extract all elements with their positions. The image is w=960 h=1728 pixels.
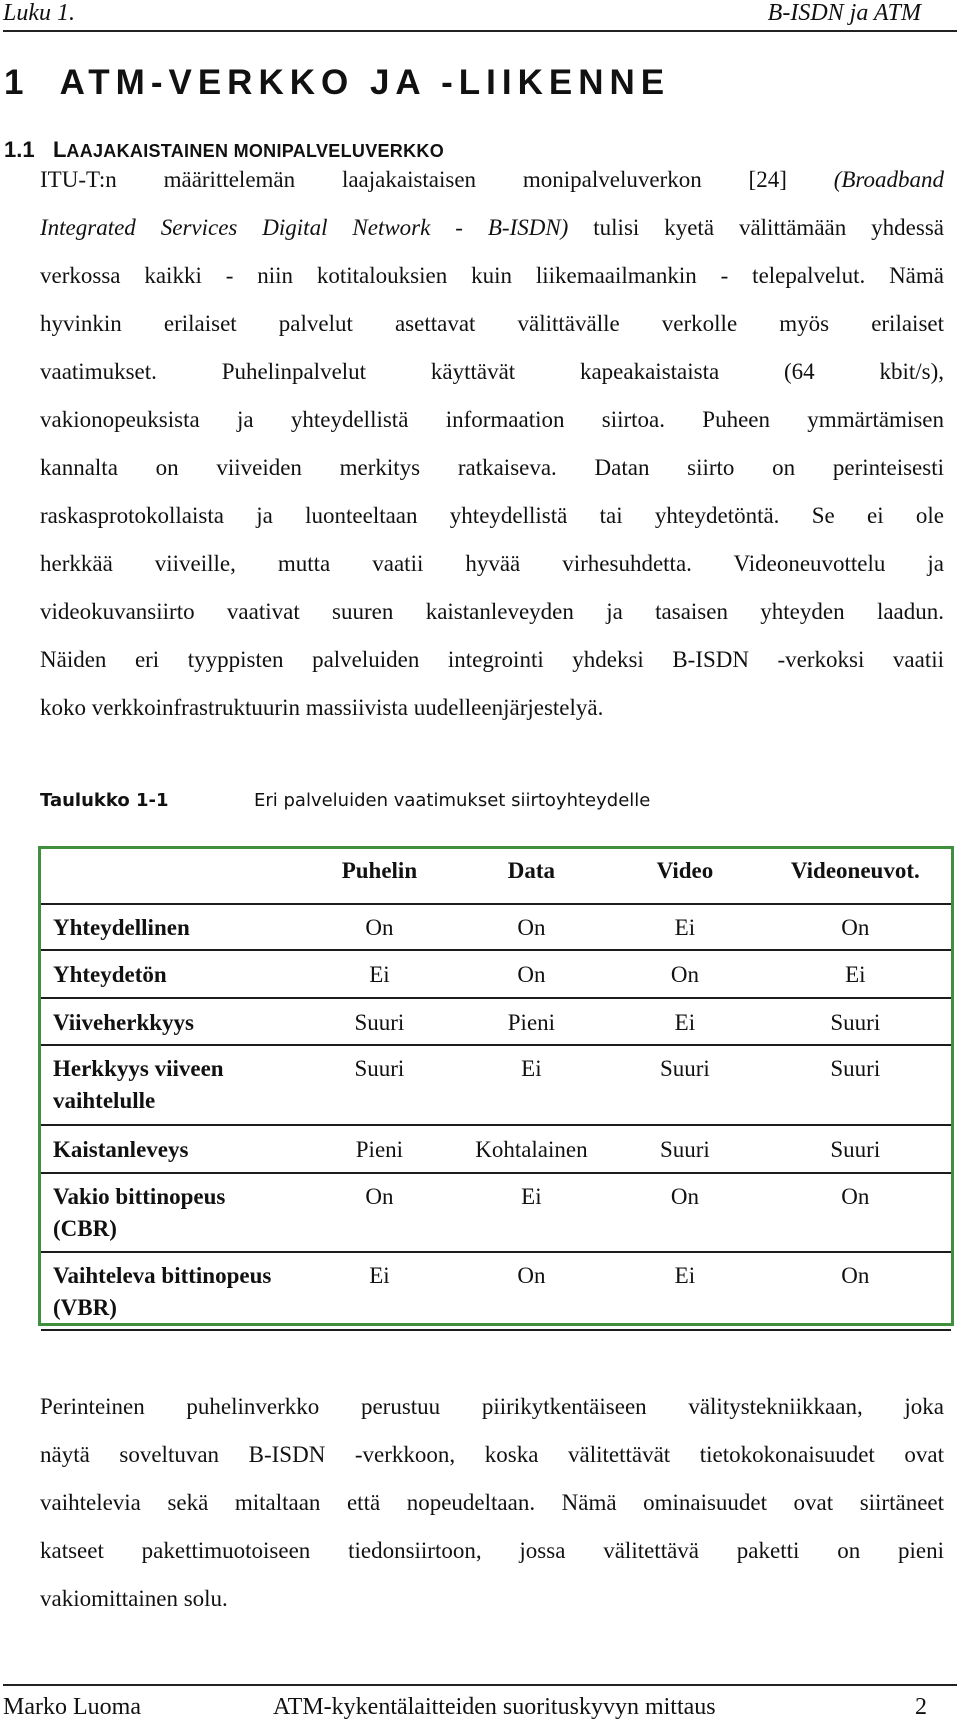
table-cell: On [365, 915, 394, 940]
table-cell: Ei [674, 1263, 696, 1288]
row-label-line: (VBR) [53, 1295, 117, 1320]
row-label-line: vaihtelulle [53, 1088, 156, 1113]
paragraph-line: herkkää viiveille, mutta vaatii hyvää virhesuhdetta. Videoneuvottelu ja [40, 551, 944, 576]
paragraph-line: Perinteinen puhelinverkko perustuu piirikytkentäiseen välitystekniikkaan, joka [40, 1394, 944, 1419]
row-label: Yhteydellinen [53, 915, 190, 940]
row-label [41, 1181, 306, 1251]
table-cell: Ei [369, 962, 390, 987]
column-header: Videoneuvot. [790, 858, 920, 883]
row-label [41, 1260, 306, 1329]
table-cell: On [841, 1184, 870, 1209]
paragraph-line: näytä soveltuvan B-ISDN -verkkoon, koska välitettävät tietokokonaisuudet ovat [40, 1442, 944, 1467]
paragraph-line: vaatimukset. Puhelinpalvelut käyttävät kapeakaistaista (64 kbit/s), [40, 359, 944, 384]
requirements-table [38, 846, 954, 1326]
paragraph-line [40, 204, 944, 252]
table-cell: Ei [521, 1184, 542, 1209]
paragraph-line: koko verkkoinfrastruktuurin massiivista uudelleenjärjestelyä. [40, 695, 604, 720]
paragraph-line: hyvinkin erilaiset palvelut asettavat välittävälle verkolle myös erilaiset [40, 311, 944, 336]
table-cell: On [841, 1263, 870, 1288]
table-cell: On [517, 915, 546, 940]
paragraph-line: kannalta on viiveiden merkitys ratkaiseva. Datan siirto on perinteisesti [40, 455, 944, 480]
text-span: tulisi kyetä välittämään yhdessä [568, 215, 944, 240]
column-header: Data [507, 858, 556, 883]
table-corner-cell [41, 855, 306, 903]
table-cell: Suuri [830, 1056, 881, 1081]
paragraph-line: raskasprotokollaista ja luonteeltaan yhteydellistä tai yhteydetöntä. Se ei ole [40, 503, 944, 528]
paragraph-2 [40, 1383, 944, 1623]
italic-span: (Broadband [833, 167, 944, 192]
table-cell: Kohtalainen [475, 1137, 588, 1162]
table-cell: Ei [674, 915, 696, 940]
section-number: 1.1 [4, 137, 35, 162]
section-title-initial: L [52, 137, 67, 162]
table-row [41, 1044, 951, 1124]
table-cell: On [365, 1184, 394, 1209]
italic-span: Integrated Services Digital Network - B-ISDN) [40, 215, 569, 240]
table-header-row [41, 855, 951, 903]
paragraph-line: vakiomittainen solu. [40, 1586, 228, 1611]
table-cell: Ei [674, 1010, 696, 1035]
paragraph-line: Näiden eri tyyppisten palveluiden integrointi yhdeksi B-ISDN -verkoksi vaatii [40, 647, 944, 672]
table-row [41, 949, 951, 997]
column-header: Video [656, 858, 714, 883]
table-cell: Suuri [830, 1137, 881, 1162]
table-cell: On [517, 1263, 546, 1288]
table-row [41, 1251, 951, 1331]
table-cell: Suuri [830, 1010, 881, 1035]
column-header: Puhelin [341, 858, 418, 883]
chapter-heading [4, 63, 670, 103]
table-caption-text: Eri palveluiden vaatimukset siirtoyhteydelle [254, 790, 651, 811]
row-label-line: Vaihteleva bittinopeus [53, 1263, 272, 1288]
table-cell: On [841, 915, 870, 940]
paragraph-line: vaihtelevia sekä mitaltaan että nopeudeltaan. Nämä ominaisuudet ovat siirtäneet [40, 1490, 944, 1515]
row-label [41, 1053, 306, 1124]
table-caption-number: Taulukko 1-1 [40, 790, 169, 811]
header-chapter: Luku 1. [3, 0, 75, 26]
table-cell: Ei [845, 962, 866, 987]
paragraph-line: verkossa kaikki - niin kotitalouksien kuin liikemaailmankin - telepalvelut. Nämä [40, 263, 944, 288]
section-title-rest: AAJAKAISTAINEN MONIPALVELUVERKKO [66, 141, 445, 161]
paragraph-line: katseet pakettimuotoiseen tiedonsiirtoon, jossa välitettävä paketti on pieni [40, 1538, 944, 1563]
table-cell: Suuri [354, 1056, 405, 1081]
table-row [41, 903, 951, 949]
table-row [41, 1124, 951, 1172]
table-cell: On [670, 962, 699, 987]
row-label-line: Herkkyys viiveen [53, 1056, 224, 1081]
row-label: Viiveherkkyys [53, 1010, 194, 1035]
paragraph-line: videokuvansiirto vaativat suuren kaistanleveyden ja tasaisen yhteyden laadun. [40, 599, 944, 624]
table-cell: Suuri [659, 1137, 710, 1162]
paragraph-line [40, 156, 944, 204]
row-label-line: Vakio bittinopeus [53, 1184, 226, 1209]
footer-author: Marko Luoma [3, 1694, 141, 1720]
table-cell: Pieni [507, 1010, 556, 1035]
footer-title: ATM-kykentälaitteiden suorituskyvyn mittaus [273, 1694, 716, 1720]
table-row [41, 997, 951, 1044]
paragraph-1 [40, 156, 944, 732]
table-cell: Pieni [355, 1137, 404, 1162]
chapter-title: ATM-VERKKO JA -LIIKENNE [59, 63, 671, 102]
page-number: 2 [915, 1694, 927, 1720]
table-row [41, 1172, 951, 1251]
paragraph-line: vakionopeuksista ja yhteydellistä informaation siirtoa. Puheen ymmärtämisen [40, 407, 944, 432]
row-label: Yhteydetön [53, 962, 167, 987]
chapter-number: 1 [4, 63, 30, 102]
table-cell: On [670, 1184, 699, 1209]
table-cell: Suuri [354, 1010, 405, 1035]
table-cell: On [517, 962, 546, 987]
header-topic: B-ISDN ja ATM [767, 0, 921, 26]
row-label-line: (CBR) [53, 1216, 117, 1241]
table-cell: Ei [369, 1263, 390, 1288]
running-header [3, 0, 957, 32]
text-span: ITU-T:n määrittelemän laajakaistaisen monipalveluverkon [24] [40, 167, 834, 192]
table-cell: Suuri [659, 1056, 710, 1081]
table-cell: Ei [521, 1056, 542, 1081]
row-label: Kaistanleveys [53, 1137, 189, 1162]
running-footer [3, 1684, 957, 1728]
